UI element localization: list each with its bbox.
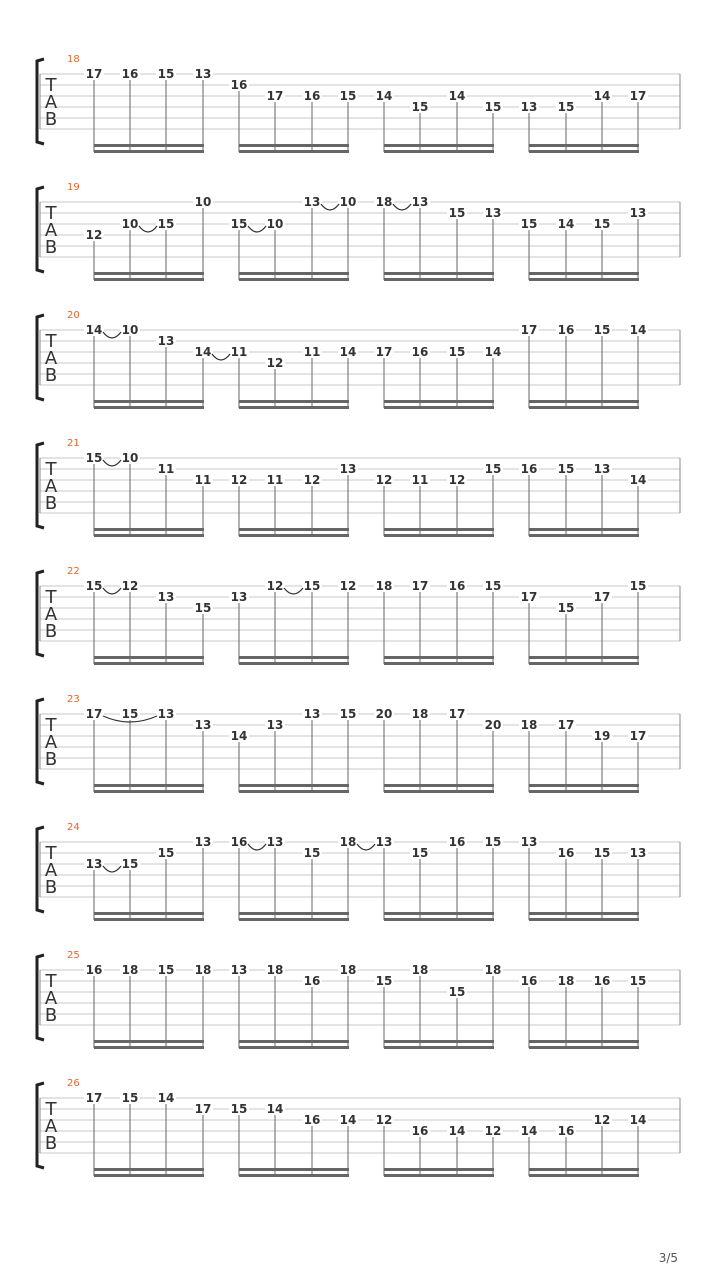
slur — [103, 588, 121, 594]
fret-number: 16 — [593, 974, 611, 988]
fret-number: 15 — [448, 345, 466, 359]
tab-clef-letter: B — [44, 749, 58, 770]
fret-number: 15 — [593, 323, 611, 337]
beam — [239, 918, 349, 921]
fret-number: 11 — [303, 345, 321, 359]
fret-number: 14 — [629, 323, 647, 337]
fret-number: 16 — [85, 963, 103, 977]
beam — [529, 656, 639, 659]
fret-number: 15 — [303, 579, 321, 593]
beam — [529, 272, 639, 275]
fret-number: 17 — [448, 707, 466, 721]
beam — [529, 1168, 639, 1171]
slur — [393, 204, 411, 210]
fret-number: 12 — [121, 579, 139, 593]
fret-number: 14 — [448, 89, 466, 103]
fret-number: 15 — [629, 579, 647, 593]
fret-number: 14 — [339, 345, 357, 359]
tab-clef-letter: A — [44, 732, 58, 753]
tab-clef-letter: B — [44, 877, 58, 898]
slur — [103, 332, 121, 338]
beam — [529, 784, 639, 787]
slur — [248, 226, 266, 232]
fret-number: 15 — [85, 579, 103, 593]
fret-number: 12 — [375, 473, 393, 487]
fret-number: 15 — [230, 1102, 248, 1116]
fret-number: 12 — [375, 1113, 393, 1127]
tab-clef-letter: T — [45, 1099, 57, 1120]
fret-number: 14 — [448, 1124, 466, 1138]
fret-number: 16 — [520, 974, 538, 988]
fret-number: 14 — [339, 1113, 357, 1127]
fret-number: 14 — [629, 473, 647, 487]
fret-number: 10 — [121, 217, 139, 231]
measure-number: 23 — [67, 694, 80, 705]
beam — [384, 278, 494, 281]
beam — [384, 1040, 494, 1043]
fret-number: 17 — [557, 718, 575, 732]
fret-number: 13 — [194, 835, 212, 849]
fret-number: 13 — [629, 846, 647, 860]
fret-number: 12 — [230, 473, 248, 487]
fret-number: 12 — [85, 228, 103, 242]
fret-number: 10 — [121, 451, 139, 465]
beam — [94, 534, 204, 537]
beam — [384, 144, 494, 147]
slur — [212, 354, 230, 360]
fret-number: 17 — [411, 579, 429, 593]
fret-number: 15 — [557, 601, 575, 615]
beam — [239, 1174, 349, 1177]
beam — [529, 1174, 639, 1177]
beam — [94, 272, 204, 275]
beam — [384, 912, 494, 915]
beam — [94, 918, 204, 921]
fret-number: 16 — [557, 846, 575, 860]
fret-number: 18 — [194, 963, 212, 977]
beam — [384, 150, 494, 153]
fret-number: 15 — [484, 835, 502, 849]
fret-number: 13 — [375, 835, 393, 849]
fret-number: 17 — [593, 590, 611, 604]
fret-number: 15 — [593, 217, 611, 231]
fret-number: 11 — [194, 473, 212, 487]
tab-clef-letter: T — [45, 331, 57, 352]
fret-number: 10 — [266, 217, 284, 231]
measure-number: 21 — [67, 438, 80, 449]
beam — [239, 662, 349, 665]
fret-number: 12 — [448, 473, 466, 487]
fret-number: 16 — [230, 78, 248, 92]
fret-number: 15 — [557, 462, 575, 476]
tab-clef-letter: A — [44, 860, 58, 881]
fret-number: 15 — [339, 89, 357, 103]
measure-number: 25 — [67, 950, 80, 961]
fret-number: 15 — [157, 846, 175, 860]
beam — [239, 272, 349, 275]
fret-number: 15 — [593, 846, 611, 860]
beam — [239, 534, 349, 537]
fret-number: 16 — [303, 1113, 321, 1127]
fret-number: 18 — [557, 974, 575, 988]
beam — [94, 144, 204, 147]
fret-number: 14 — [266, 1102, 284, 1116]
fret-number: 13 — [230, 963, 248, 977]
measure-number: 24 — [67, 822, 80, 833]
tab-clef-letter: A — [44, 1116, 58, 1137]
fret-number: 13 — [629, 206, 647, 220]
fret-number: 18 — [411, 963, 429, 977]
fret-number: 15 — [121, 1091, 139, 1105]
tab-clef-letter: T — [45, 715, 57, 736]
beam — [239, 790, 349, 793]
tab-clef-letter: B — [44, 237, 58, 258]
fret-number: 18 — [266, 963, 284, 977]
beam — [529, 406, 639, 409]
fret-number: 13 — [484, 206, 502, 220]
fret-number: 12 — [484, 1124, 502, 1138]
slur — [248, 844, 266, 850]
fret-number: 10 — [121, 323, 139, 337]
fret-number: 15 — [157, 217, 175, 231]
fret-number: 18 — [339, 963, 357, 977]
fret-number: 19 — [593, 729, 611, 743]
tab-clef-letter: A — [44, 476, 58, 497]
beam — [384, 1174, 494, 1177]
fret-number: 14 — [157, 1091, 175, 1105]
fret-number: 15 — [557, 100, 575, 114]
fret-number: 14 — [557, 217, 575, 231]
fret-number: 18 — [411, 707, 429, 721]
tab-clef-letter: T — [45, 75, 57, 96]
beam — [94, 1168, 204, 1171]
beam — [529, 150, 639, 153]
beam — [529, 278, 639, 281]
fret-number: 17 — [629, 89, 647, 103]
beam — [384, 662, 494, 665]
fret-number: 17 — [520, 590, 538, 604]
beam — [94, 528, 204, 531]
beam — [529, 144, 639, 147]
fret-number: 14 — [194, 345, 212, 359]
fret-number: 13 — [85, 857, 103, 871]
beam — [384, 784, 494, 787]
slur — [357, 844, 375, 850]
fret-number: 16 — [411, 1124, 429, 1138]
tab-clef-letter: T — [45, 843, 57, 864]
fret-number: 17 — [85, 707, 103, 721]
fret-number: 12 — [266, 356, 284, 370]
fret-number: 20 — [375, 707, 393, 721]
fret-number: 10 — [194, 195, 212, 209]
fret-number: 17 — [520, 323, 538, 337]
fret-number: 17 — [194, 1102, 212, 1116]
beam — [239, 912, 349, 915]
fret-number: 15 — [484, 579, 502, 593]
fret-number: 15 — [484, 462, 502, 476]
slur — [321, 204, 339, 210]
fret-number: 12 — [339, 579, 357, 593]
fret-number: 16 — [121, 67, 139, 81]
beam — [529, 912, 639, 915]
beam — [529, 400, 639, 403]
beam — [239, 784, 349, 787]
beam — [384, 918, 494, 921]
fret-number: 13 — [520, 100, 538, 114]
beam — [529, 1046, 639, 1049]
beam — [384, 272, 494, 275]
beam — [94, 1040, 204, 1043]
fret-number: 14 — [520, 1124, 538, 1138]
beam — [239, 528, 349, 531]
fret-number: 13 — [194, 718, 212, 732]
fret-number: 13 — [593, 462, 611, 476]
fret-number: 16 — [520, 462, 538, 476]
fret-number: 14 — [593, 89, 611, 103]
fret-number: 13 — [303, 195, 321, 209]
beam — [94, 278, 204, 281]
beam — [384, 528, 494, 531]
beam — [384, 790, 494, 793]
fret-number: 18 — [375, 195, 393, 209]
beam — [94, 150, 204, 153]
fret-number: 15 — [85, 451, 103, 465]
fret-number: 18 — [339, 835, 357, 849]
fret-number: 15 — [339, 707, 357, 721]
beam — [94, 406, 204, 409]
fret-number: 13 — [266, 835, 284, 849]
tab-clef-letter: B — [44, 1133, 58, 1154]
fret-number: 14 — [230, 729, 248, 743]
fret-number: 15 — [157, 67, 175, 81]
fret-number: 15 — [411, 100, 429, 114]
fret-number: 18 — [121, 963, 139, 977]
measure-number: 22 — [67, 566, 80, 577]
beam — [94, 784, 204, 787]
beam — [239, 1046, 349, 1049]
fret-number: 17 — [266, 89, 284, 103]
slur — [284, 588, 303, 594]
fret-number: 14 — [629, 1113, 647, 1127]
tab-clef-letter: T — [45, 587, 57, 608]
fret-number: 16 — [230, 835, 248, 849]
fret-number: 12 — [303, 473, 321, 487]
beam — [239, 144, 349, 147]
fret-number: 13 — [157, 707, 175, 721]
fret-number: 15 — [520, 217, 538, 231]
slur — [103, 866, 121, 872]
fret-number: 11 — [230, 345, 248, 359]
fret-number: 16 — [411, 345, 429, 359]
beam — [239, 656, 349, 659]
measure-number: 26 — [67, 1078, 80, 1089]
beam — [94, 1174, 204, 1177]
fret-number: 13 — [194, 67, 212, 81]
fret-number: 15 — [448, 985, 466, 999]
fret-number: 17 — [85, 67, 103, 81]
tab-clef-letter: A — [44, 220, 58, 241]
beam — [239, 400, 349, 403]
page-number: 3/5 — [658, 1251, 678, 1265]
fret-number: 16 — [448, 835, 466, 849]
tab-clef-letter: A — [44, 988, 58, 1009]
beam — [529, 1040, 639, 1043]
beam — [529, 528, 639, 531]
beam — [384, 1168, 494, 1171]
fret-number: 18 — [520, 718, 538, 732]
fret-number: 16 — [303, 974, 321, 988]
beam — [239, 278, 349, 281]
fret-number: 13 — [339, 462, 357, 476]
slur — [139, 226, 157, 232]
beam — [384, 656, 494, 659]
fret-number: 12 — [593, 1113, 611, 1127]
tab-clef-letter: T — [45, 459, 57, 480]
fret-number: 16 — [303, 89, 321, 103]
fret-number: 11 — [411, 473, 429, 487]
tab-clef-letter: B — [44, 365, 58, 386]
beam — [94, 790, 204, 793]
fret-number: 13 — [303, 707, 321, 721]
beam — [384, 400, 494, 403]
tab-clef-letter: A — [44, 348, 58, 369]
beam — [384, 1046, 494, 1049]
fret-number: 12 — [266, 579, 284, 593]
fret-number: 13 — [266, 718, 284, 732]
fret-number: 10 — [339, 195, 357, 209]
fret-number: 15 — [157, 963, 175, 977]
fret-number: 13 — [157, 590, 175, 604]
fret-number: 15 — [194, 601, 212, 615]
fret-number: 16 — [448, 579, 466, 593]
beam — [94, 662, 204, 665]
fret-number: 17 — [85, 1091, 103, 1105]
beam — [239, 150, 349, 153]
fret-number: 15 — [121, 707, 139, 721]
fret-number: 11 — [157, 462, 175, 476]
fret-number: 14 — [484, 345, 502, 359]
beam — [94, 912, 204, 915]
beam — [529, 918, 639, 921]
tab-clef-letter: T — [45, 203, 57, 224]
fret-number: 18 — [484, 963, 502, 977]
tab-clef-letter: A — [44, 92, 58, 113]
fret-number: 16 — [557, 1124, 575, 1138]
tab-clef-letter: B — [44, 493, 58, 514]
beam — [239, 1168, 349, 1171]
fret-number: 11 — [266, 473, 284, 487]
fret-number: 14 — [85, 323, 103, 337]
fret-number: 15 — [629, 974, 647, 988]
beam — [529, 662, 639, 665]
measure-number: 19 — [67, 182, 80, 193]
slur — [103, 460, 121, 466]
fret-number: 13 — [157, 334, 175, 348]
fret-number: 13 — [520, 835, 538, 849]
fret-number: 15 — [303, 846, 321, 860]
tab-clef-letter: B — [44, 109, 58, 130]
measure-number: 18 — [67, 54, 80, 65]
fret-number: 15 — [230, 217, 248, 231]
beam — [94, 400, 204, 403]
fret-number: 16 — [557, 323, 575, 337]
fret-number: 15 — [411, 846, 429, 860]
fret-number: 15 — [375, 974, 393, 988]
fret-number: 15 — [448, 206, 466, 220]
fret-number: 17 — [375, 345, 393, 359]
fret-number: 18 — [375, 579, 393, 593]
tab-clef-letter: A — [44, 604, 58, 625]
fret-number: 20 — [484, 718, 502, 732]
fret-number: 13 — [411, 195, 429, 209]
fret-number: 14 — [375, 89, 393, 103]
beam — [384, 534, 494, 537]
beam — [384, 406, 494, 409]
fret-number: 13 — [230, 590, 248, 604]
tab-clef-letter: B — [44, 1005, 58, 1026]
beam — [239, 406, 349, 409]
beam — [94, 656, 204, 659]
measure-number: 20 — [67, 310, 80, 321]
beam — [529, 534, 639, 537]
fret-number: 17 — [629, 729, 647, 743]
tab-clef-letter: B — [44, 621, 58, 642]
tab-clef-letter: T — [45, 971, 57, 992]
beam — [94, 1046, 204, 1049]
beam — [239, 1040, 349, 1043]
fret-number: 15 — [121, 857, 139, 871]
fret-number: 15 — [484, 100, 502, 114]
beam — [529, 790, 639, 793]
